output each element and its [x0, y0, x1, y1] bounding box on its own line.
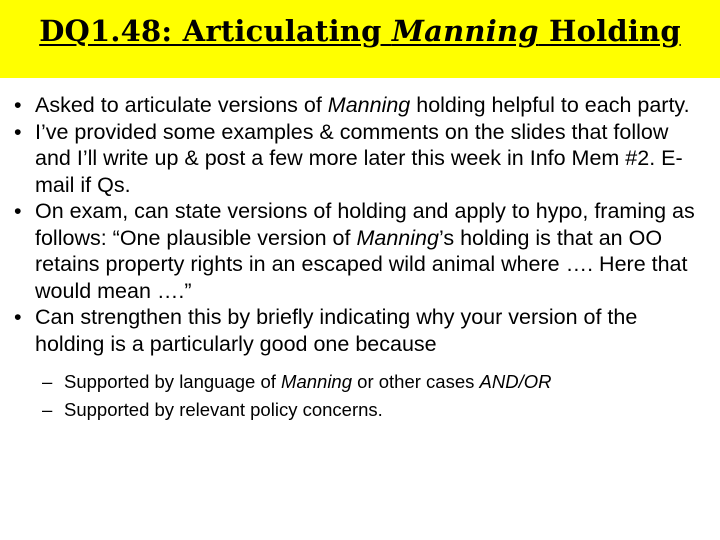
bullet-1-text-a: Asked to articulate versions of — [35, 93, 328, 117]
title-suffix: Holding — [538, 14, 681, 48]
bullet-3-text-b: ’s holding is that an OO retains property rights in an escaped wild animal where …. Here that would mean ….” — [35, 225, 688, 303]
bullet-1-text-b: holding helpful to each party. — [410, 93, 690, 117]
bullet-3-italic: Manning — [356, 225, 439, 250]
bullet-dot: • — [14, 199, 22, 223]
title-italic: Manning — [391, 14, 539, 48]
sub-bullet-1-text-a: Supported by language of — [64, 371, 282, 392]
bullet-1 — [14, 92, 704, 119]
sub-bullet-dash: – — [42, 371, 53, 392]
bullet-3 — [14, 198, 704, 304]
bullet-2-text: I’ve provided some examples & comments on the slides that follow and I’ll write up & post a few more later this week in Info Mem #2. E-mail if Qs. — [35, 119, 683, 197]
slide-title — [0, 14, 720, 48]
bullet-1-italic: Manning — [327, 93, 411, 117]
sub-bullet-1-italic-1: Manning — [281, 371, 353, 392]
bullet-2 — [14, 119, 704, 199]
sub-bullet-dash: – — [42, 399, 53, 420]
bullet-dot: • — [14, 93, 22, 117]
bullet-4-text: Can strengthen this by briefly indicating why your version of the holding is a particularly good one because — [35, 305, 638, 356]
bullet-4 — [14, 304, 704, 357]
sub-bullet-list — [14, 368, 704, 424]
sub-bullet-1 — [42, 368, 704, 396]
bullet-dot: • — [14, 119, 22, 144]
slide-body — [14, 92, 704, 424]
sub-bullet-1-text-b: or other cases — [352, 371, 480, 392]
bullet-dot: • — [14, 305, 22, 329]
sub-bullet-2 — [42, 396, 704, 424]
sub-bullet-2-text: Supported by relevant policy concerns. — [64, 399, 383, 420]
sub-bullet-1-italic-2: AND/OR — [479, 371, 552, 392]
bullet-3-text-a: On exam, can state versions of holding and apply to hypo, framing as follows: “One plausible version of — [35, 199, 695, 250]
title-prefix: DQ1.48: Articulating — [39, 14, 392, 48]
